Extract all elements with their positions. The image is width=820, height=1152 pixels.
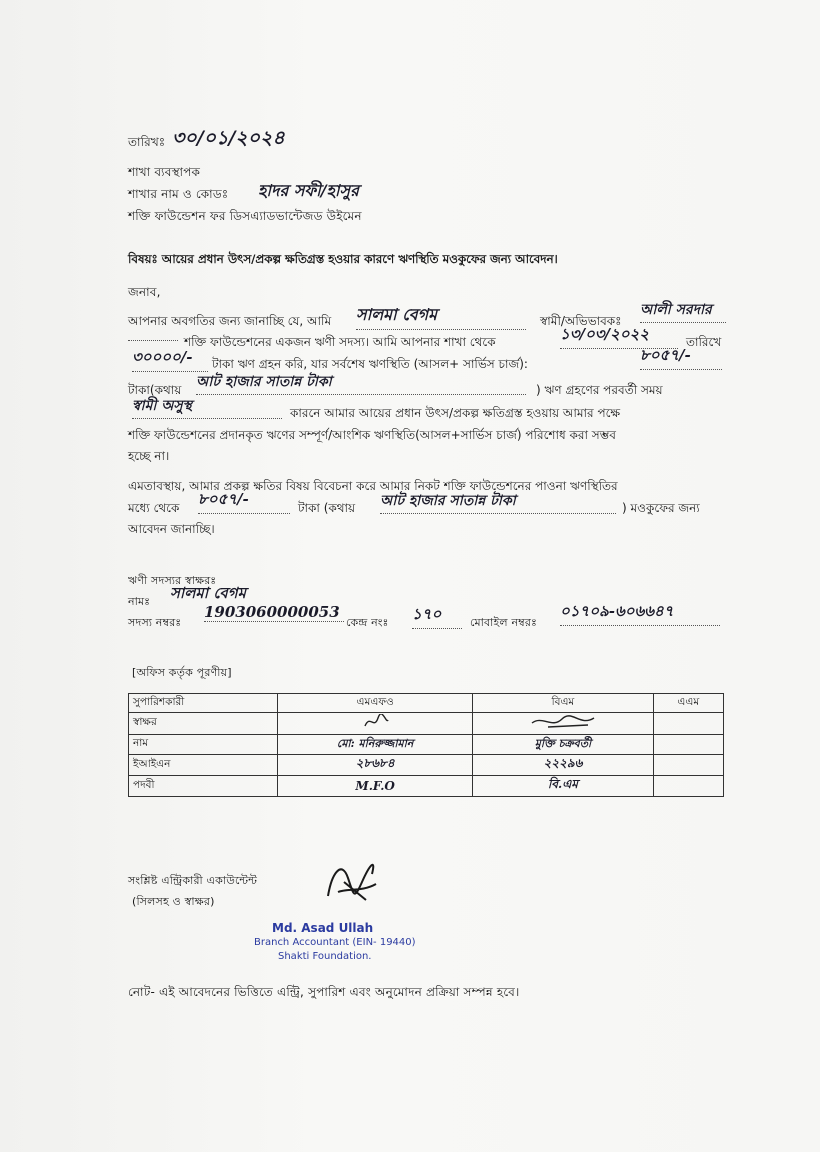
recipient-line: শাখা ব্যবস্থাপক <box>128 165 201 179</box>
waive-words-handwritten: আট হাজার সাতান্ন টাকা <box>380 489 616 514</box>
body-text: ) মওকুফের জন্য <box>622 501 700 515</box>
table-header: সুপারিশকারী <box>129 694 278 713</box>
waive-amount-handwritten: ৮০৫৭/- <box>198 488 290 514</box>
accountant-signature <box>318 852 382 908</box>
salutation: জনাব, <box>128 285 161 299</box>
table-header: এমএফও <box>278 694 473 713</box>
mobile-label: মোবাইল নম্বরঃ <box>470 616 538 629</box>
signature-mark <box>360 714 390 730</box>
body-text: টাকা (কথায় <box>298 501 356 515</box>
body-text: এমতাবস্থায়, আমার প্রকল্প ক্ষতির বিষয় বিবেচনা করে আমার নিকট শক্তি ফাউন্ডেশনের পাওনা ঋণস্থিতির <box>128 479 618 493</box>
table-cell: স্বাক্ষর <box>129 713 278 735</box>
center-label: কেন্দ্র নংঃ <box>346 616 389 629</box>
org-line: শক্তি ফাউন্ডেশন ফর ডিসএ্যাডভান্টেজড উইমেন <box>128 209 362 223</box>
body-text: স্বামী/অভিভাবকঃ <box>540 314 622 328</box>
body-text: তারিখে <box>686 335 722 349</box>
table-cell <box>653 755 723 776</box>
table-row <box>129 694 724 713</box>
table-cell: বি.এম <box>473 776 653 797</box>
table-cell: M.F.O <box>278 776 473 797</box>
mfo-signature <box>278 713 473 735</box>
table-cell <box>653 713 723 735</box>
body-text: শক্তি ফাউন্ডেশনের প্রদানকৃত ঋণের সম্পূর্ণ/আংশিক ঋণস্থিতি(আসল+সার্ভিস চার্জ) পরিশোধ করা সম্ভব <box>128 428 616 442</box>
stamp-title: Branch Accountant (EIN- 19440) <box>254 937 416 948</box>
office-section-title: [অফিস কর্তৃক পূরণীয়] <box>132 666 232 679</box>
table-row <box>129 776 724 797</box>
member-name-label: নামঃ <box>128 595 151 608</box>
body-text: হচ্ছে না। <box>128 449 170 463</box>
reason-handwritten: স্বামী অসুস্থ <box>132 394 282 419</box>
accountant-label-sub: (সিলসহ ও স্বাক্ষর) <box>132 895 215 908</box>
table-cell: মুক্তি চক্রবর্তী <box>473 735 653 755</box>
accountant-label: সংশ্লিষ্ট এন্ট্রিকারী একাউন্টেন্ট <box>128 874 258 887</box>
balance-handwritten: ৮০৫৭/- <box>640 344 722 370</box>
body-text: আবেদন জানাচ্ছি। <box>128 522 215 536</box>
loan-amount-handwritten: ৩০০০০/- <box>132 346 208 372</box>
table-row <box>129 735 724 755</box>
member-id-label: সদস্য নম্বরঃ <box>128 616 182 629</box>
loan-date-handwritten: ১৩/০৩/২০২২ <box>560 323 678 349</box>
table-cell: ২২২৯৬ <box>473 755 653 776</box>
member-name-value: সালমা বেগম <box>170 584 246 602</box>
member-name-handwritten: সালমা বেগম <box>356 302 526 330</box>
stamp-org: Shakti Foundation. <box>278 951 372 962</box>
table-row <box>129 755 724 776</box>
table-cell <box>653 735 723 755</box>
table-cell: ইআইএন <box>129 755 278 776</box>
table-cell: ২৮৬৮৪ <box>278 755 473 776</box>
body-text: টাকা ঋণ গ্রহন করি, যার সর্বশেষ ঋণস্থিতি (আসল+ সার্ভিস চার্জ): <box>212 357 528 371</box>
branch-value: হাদর সফী/হাসুর <box>258 181 359 200</box>
table-cell <box>653 776 723 797</box>
guardian-name-handwritten: আলী সরদার <box>640 298 726 323</box>
stamp-name: Md. Asad Ullah <box>272 921 374 935</box>
table-row <box>129 713 724 735</box>
date-value: ৩০/০১/২০২৪ <box>172 127 285 149</box>
table-cell: পদবী <box>129 776 278 797</box>
mobile-value: ০১৭০৯-৬০৬৬৪৭ <box>560 600 720 626</box>
office-table <box>128 693 724 797</box>
member-id-value: 1903060000053 <box>204 603 344 622</box>
table-header: বিএম <box>473 694 653 713</box>
subject-line: বিষয়ঃ আয়ের প্রধান উৎস/প্রকল্প ক্ষতিগ্রস্ত হওয়ার কারণে ঋণস্থিতি মওকুফের জন্য আবেদন। <box>128 252 558 266</box>
table-cell: মো: মনিরুজ্জামান <box>278 735 473 755</box>
center-value: ১৭০ <box>412 603 462 629</box>
date-label: তারিখঃ <box>128 135 166 149</box>
table-header: এএম <box>653 694 723 713</box>
dotted-line <box>128 340 178 341</box>
footer-note: নোট- এই আবেদনের ভিত্তিতে এন্ট্রি, সুপারিশ এবং অনুমোদন প্রক্রিয়া সম্পন্ন হবে। <box>128 985 520 999</box>
body-text: মধ্যে থেকে <box>128 501 180 515</box>
body-text: ) ঋণ গ্রহণের পরবর্তী সময় <box>536 383 663 397</box>
body-text: শক্তি ফাউন্ডেশনের একজন ঋণী সদস্য। আমি আপনার শাখা থেকে <box>184 335 496 349</box>
bm-signature <box>473 713 653 735</box>
table-cell: নাম <box>129 735 278 755</box>
body-text: কারনে আমার আয়ের প্রধান উৎস/প্রকল্প ক্ষতিগ্রস্ত হওয়ায় আমার পক্ষে <box>290 406 621 420</box>
body-text: টাকা(কথায় <box>128 383 182 397</box>
balance-words-handwritten: আট হাজার সাতান্ন টাকা <box>196 370 526 395</box>
branch-label: শাখার নাম ও কোডঃ <box>128 187 229 201</box>
member-signature-label: ঋণী সদস্যর স্বাক্ষরঃ <box>128 574 217 587</box>
body-text: আপনার অবগতির জন্য জানাচ্ছি যে, আমি <box>128 314 332 328</box>
signature-mark <box>528 713 598 731</box>
